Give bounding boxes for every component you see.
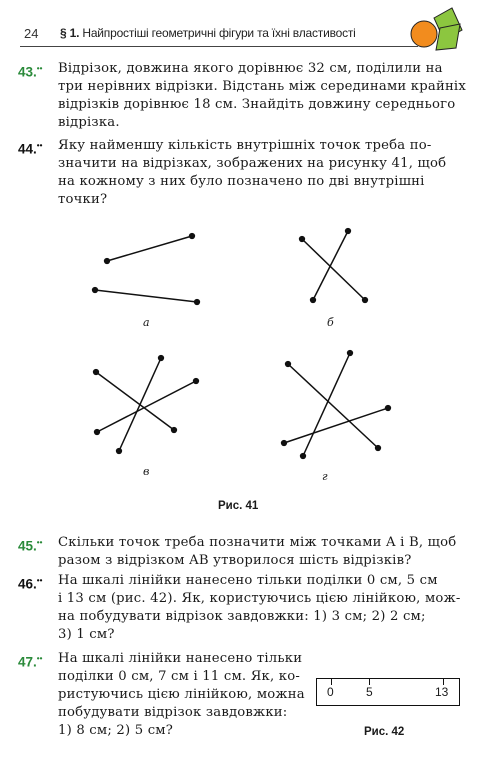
- task-47: [18, 650, 308, 740]
- task-text: Скільки точок треба позначити між точками A і B, щоб разом з відрізком AB утворилося шість відрізків?: [58, 535, 457, 568]
- figure-41v-label: в: [143, 465, 150, 478]
- ruler-label-0: 0: [327, 685, 334, 699]
- ruler-label-13: 13: [435, 685, 449, 699]
- task-45: [18, 534, 466, 570]
- figure-41v: [94, 356, 199, 454]
- task-46: [18, 572, 466, 644]
- task-number: 44.••: [18, 141, 43, 157]
- ruler: [316, 678, 460, 706]
- task-number: 45.••: [18, 538, 43, 554]
- page-number: 24: [24, 26, 39, 41]
- section-title: Найпростіші геометричні фігури та їхні властивості: [82, 26, 356, 40]
- task-text: Яку найменшу кількість внутрішніх точок треба по- значити на відрізках, зображених на рисунку 41, щоб на кожному з них було позначено по дві внутрішні точки?: [58, 138, 447, 207]
- ruler-label-5: 5: [366, 685, 373, 699]
- figure-41g-label: г: [322, 470, 328, 483]
- figure-41a-label: а: [143, 316, 150, 329]
- task-text: На шкалі лінійки нанесено тільки поділки 0 см, 7 см і 11 см. Як, ко- ристуючись цією лінійкою, можна побудувати відрізок завдовжки: 1) 8 см; 2) 5 см?: [58, 651, 305, 738]
- figure-41g: [282, 351, 391, 459]
- figure-42-caption: Рис. 42: [364, 726, 405, 738]
- figure-41-caption: Рис. 41: [218, 500, 259, 512]
- task-text: Відрізок, довжина якого дорівнює 32 см, поділили на три нерівних відрізки. Відстань між серединами крайніх відрізків дорівнює 18 см. Знайдіть довжину середнього відрізка.: [58, 61, 466, 130]
- figure-41b: [300, 229, 368, 303]
- figure-41a: [93, 234, 200, 305]
- task-number: 46.••: [18, 576, 43, 592]
- task-text: На шкалі лінійки нанесено тільки поділки 0 см, 5 см і 13 см (рис. 42). Як, користуючись цією лінійкою, мож- на побудувати відрізок завдовжки: 1) 3 см; 2) 2 см; 3) 1 см?: [58, 573, 461, 642]
- task-number: 47.••: [18, 654, 43, 670]
- figure-41b-label: б: [327, 316, 334, 329]
- task-number: 43.••: [18, 64, 43, 80]
- section-mark: § 1.: [60, 26, 80, 40]
